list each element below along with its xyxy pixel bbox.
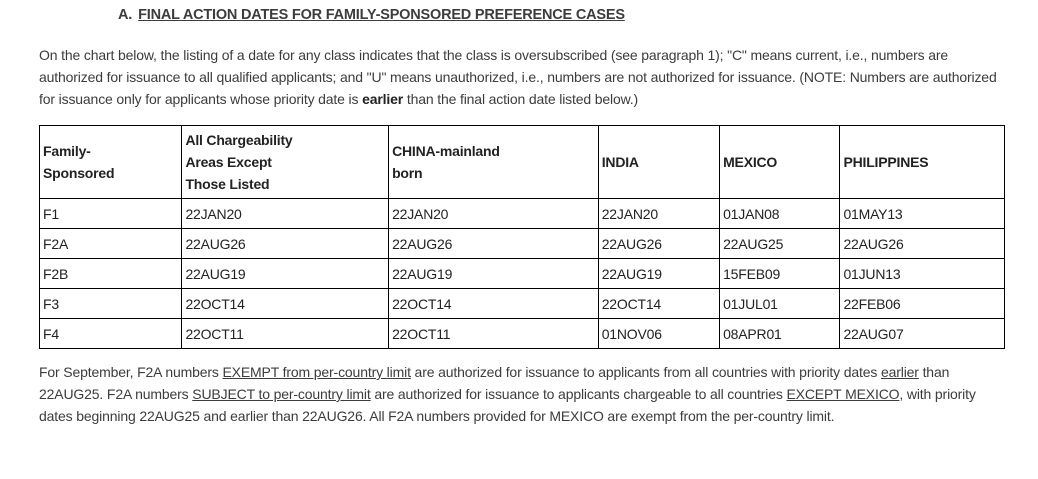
intro-text-part2: than the final action date listed below.)	[403, 91, 639, 107]
underlined-earlier: earlier	[880, 364, 919, 380]
table-cell: 08APR01	[720, 319, 840, 349]
table-row	[40, 229, 1005, 259]
table-cell: 22JAN20	[598, 199, 719, 229]
table-cell: 22OCT14	[182, 289, 389, 319]
table-cell: 22AUG19	[598, 259, 719, 289]
intro-text-part1: On the chart below, the listing of a date for any class indicates that the class is oversubscribed (see paragraph 1); "C" means current, i.e., numbers are authorized for issuance to all qualified applicants; and "U" means unauthorized, i.e., numbers are not authorized for issuance. (NOTE: Numbers are authorized for issuance only for applicants whose priority date is	[39, 47, 997, 107]
table-cell: 22AUG26	[182, 229, 389, 259]
header-family-sponsored: Family- Sponsored	[40, 126, 182, 199]
table-cell: 22AUG26	[598, 229, 719, 259]
link-subject-per-country[interactable]: SUBJECT to per-country limit	[192, 386, 371, 402]
section-title: FINAL ACTION DATES FOR FAMILY-SPONSORED PREFERENCE CASES	[138, 7, 625, 23]
table-row	[40, 319, 1005, 349]
intro-bold-earlier: earlier	[362, 91, 404, 107]
table-row	[40, 259, 1005, 289]
table-cell: 22JAN20	[389, 199, 599, 229]
footer-paragraph: For September, F2A numbers EXEMPT from per-country limit are authorized for issuance to applicants from all countries with priority dates earlier than 22AUG25. F2A numbers SUBJECT to per-country limit are authorized for issuance to applicants chargeable to all countries EXCEPT MEXICO, with priority dates beginning 22AUG25 and earlier than 22AUG26. All F2A numbers provided for MEXICO are exempt from the per-country limit.	[39, 364, 976, 424]
table-cell: 22AUG19	[389, 259, 599, 289]
final-action-dates-table	[39, 125, 1005, 349]
table-cell: 22AUG07	[840, 319, 1005, 349]
table-cell: 22FEB06	[840, 289, 1005, 319]
table-cell: F2B	[40, 259, 182, 289]
table-cell: F2A	[40, 229, 182, 259]
table-cell: 22AUG19	[182, 259, 389, 289]
table-row	[40, 289, 1005, 319]
table-cell: 15FEB09	[720, 259, 840, 289]
header-philippines: PHILIPPINES	[840, 126, 1005, 199]
table-row	[40, 199, 1005, 229]
header-india: INDIA	[598, 126, 719, 199]
header-china: CHINA-mainland born	[389, 126, 599, 199]
table-cell: 22OCT11	[182, 319, 389, 349]
table-cell: F1	[40, 199, 182, 229]
table-cell: 22OCT14	[389, 289, 599, 319]
table-cell: F4	[40, 319, 182, 349]
header-mexico: MEXICO	[720, 126, 840, 199]
table-cell: 22AUG26	[389, 229, 599, 259]
table-cell: 01JUN13	[840, 259, 1005, 289]
section-heading	[118, 7, 625, 23]
table-cell: F3	[40, 289, 182, 319]
header-all-chargeability: All Chargeability Areas Except Those Listed	[182, 126, 389, 199]
section-number: A.	[118, 7, 133, 23]
table-cell: 22AUG26	[840, 229, 1005, 259]
table-cell: 01JAN08	[720, 199, 840, 229]
table-cell: 22OCT14	[598, 289, 719, 319]
table-cell: 22JAN20	[182, 199, 389, 229]
table-cell: 22OCT11	[389, 319, 599, 349]
link-except-mexico[interactable]: EXCEPT MEXICO	[786, 386, 900, 402]
table-cell: 01JUL01	[720, 289, 840, 319]
table-cell: 01MAY13	[840, 199, 1005, 229]
table-header-row	[40, 126, 1005, 199]
link-exempt-per-country[interactable]: EXEMPT from per-country limit	[222, 364, 411, 380]
table-cell: 01NOV06	[598, 319, 719, 349]
intro-paragraph	[39, 44, 999, 110]
table-cell: 22AUG25	[720, 229, 840, 259]
